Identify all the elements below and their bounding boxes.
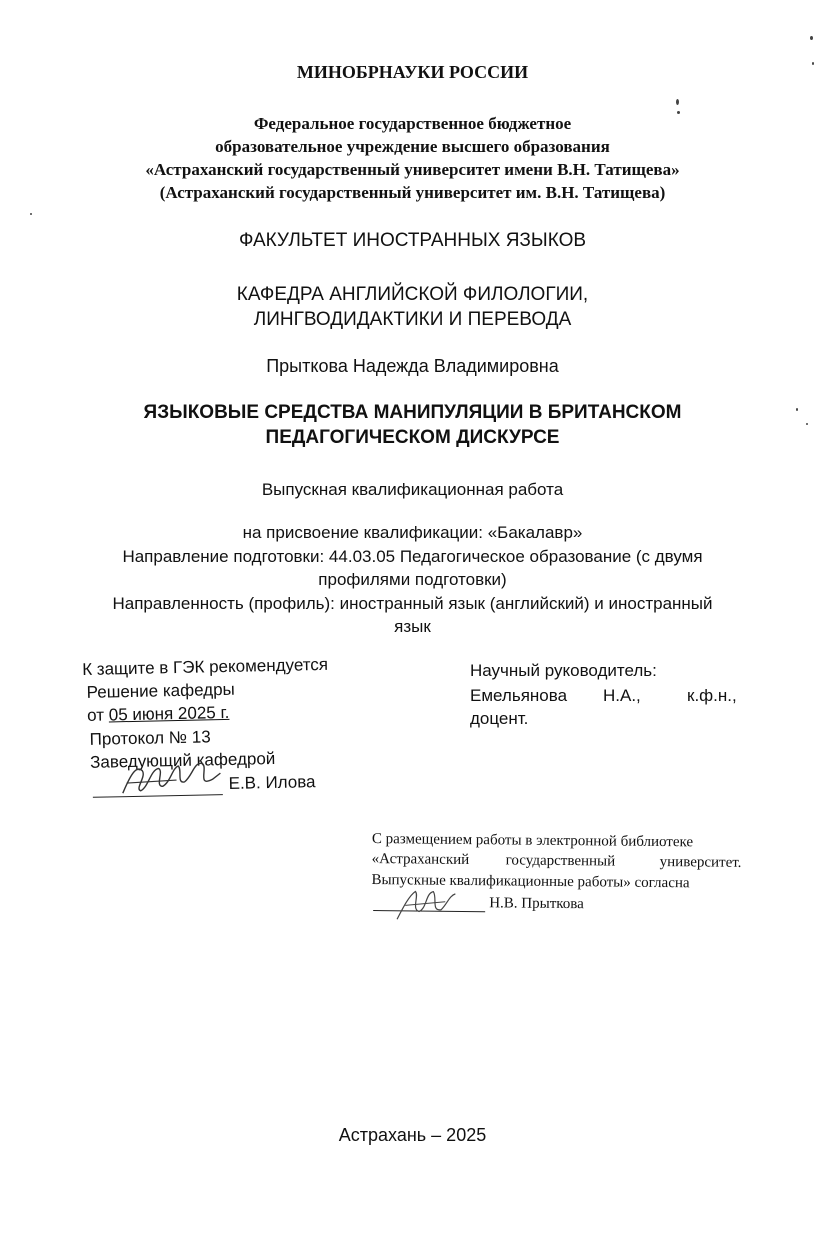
qualification: на присвоение квалификации: «Бакалавр»: [242, 523, 583, 542]
ministry-title: МИНОБРНАУКИ РОССИИ: [296, 62, 529, 82]
consent-line-3: Выпускные квалификационные работы» согласна: [371, 871, 690, 892]
scan-speck: [806, 423, 808, 425]
department-line-2: ЛИНГВОДИДАКТИКИ И ПЕРЕВОДА: [253, 309, 572, 330]
supervisor-initials: Н.А.,: [603, 686, 641, 705]
city-year: Астрахань – 2025: [338, 1125, 487, 1145]
direction-line-2: профилями подготовки): [318, 570, 507, 589]
org-line-4: (Астраханский государственный университет им. В.Н. Татищева): [159, 183, 666, 202]
scan-speck: [812, 62, 814, 65]
defense-block: [82, 654, 385, 800]
decision-date-prefix: от: [86, 705, 109, 725]
head-of-department-name: Е.В. Илова: [228, 772, 316, 793]
author-name: Прыткова Надежда Владимировна: [266, 356, 559, 376]
org-line-3: «Астраханский государственный университет имени В.Н. Татищева»: [145, 160, 680, 179]
consent-author-name: Н.В. Прыткова: [489, 895, 584, 913]
head-signature: [116, 751, 227, 803]
consent-line-1: С размещением работы в электронной библиотеке: [371, 831, 694, 851]
thesis-title-line-2: ПЕДАГОГИЧЕСКОМ ДИСКУРСЕ: [265, 427, 560, 448]
protocol-number: Протокол № 13: [89, 727, 211, 749]
supervisor-degree: к.ф.н.,: [687, 686, 737, 705]
faculty-name: ФАКУЛЬТЕТ ИНОСТРАННЫХ ЯЗЫКОВ: [238, 230, 587, 251]
thesis-title-line-1: ЯЗЫКОВЫЕ СРЕДСТВА МАНИПУЛЯЦИИ В БРИТАНСКОМ: [143, 402, 682, 423]
direction-line-1: Направление подготовки: 44.03.05 Педагогическое образование (с двумя: [122, 547, 703, 566]
supervisor-label: Научный руководитель:: [470, 661, 657, 680]
scan-speck: [796, 408, 798, 411]
scan-speck: [810, 36, 813, 40]
department-decision: Решение кафедры: [86, 679, 235, 702]
consent-line-2c: университет.: [659, 854, 742, 871]
defense-recommendation: К защите в ГЭК рекомендуется: [82, 654, 329, 679]
supervisor-position: доцент.: [470, 709, 529, 728]
scan-speck: [30, 213, 32, 215]
supervisor-name: Емельянова: [470, 686, 568, 705]
profile-line-2: язык: [394, 617, 431, 636]
head-of-department-label: Заведующий кафедрой: [89, 748, 276, 772]
org-line-1: Федеральное государственное бюджетное: [253, 114, 572, 133]
decision-date: 05 июня 2025 г.: [108, 702, 230, 725]
consent-line-2a: «Астраханский: [371, 850, 470, 869]
decision-date-line: [87, 703, 230, 726]
author-signature: [391, 881, 461, 926]
org-line-2: образовательное учреждение высшего образования: [215, 137, 610, 156]
work-type: Выпускная квалификационная работа: [261, 480, 564, 499]
consent-line-2b: государственный: [505, 852, 616, 870]
profile-line-1: Направленность (профиль): иностранный язык (английский) и иностранный: [112, 594, 713, 613]
department-line-1: КАФЕДРА АНГЛИЙСКОЙ ФИЛОЛОГИИ,: [236, 284, 589, 305]
consent-block: [371, 831, 762, 935]
scan-speck: [676, 99, 679, 105]
scan-speck: [677, 111, 680, 114]
